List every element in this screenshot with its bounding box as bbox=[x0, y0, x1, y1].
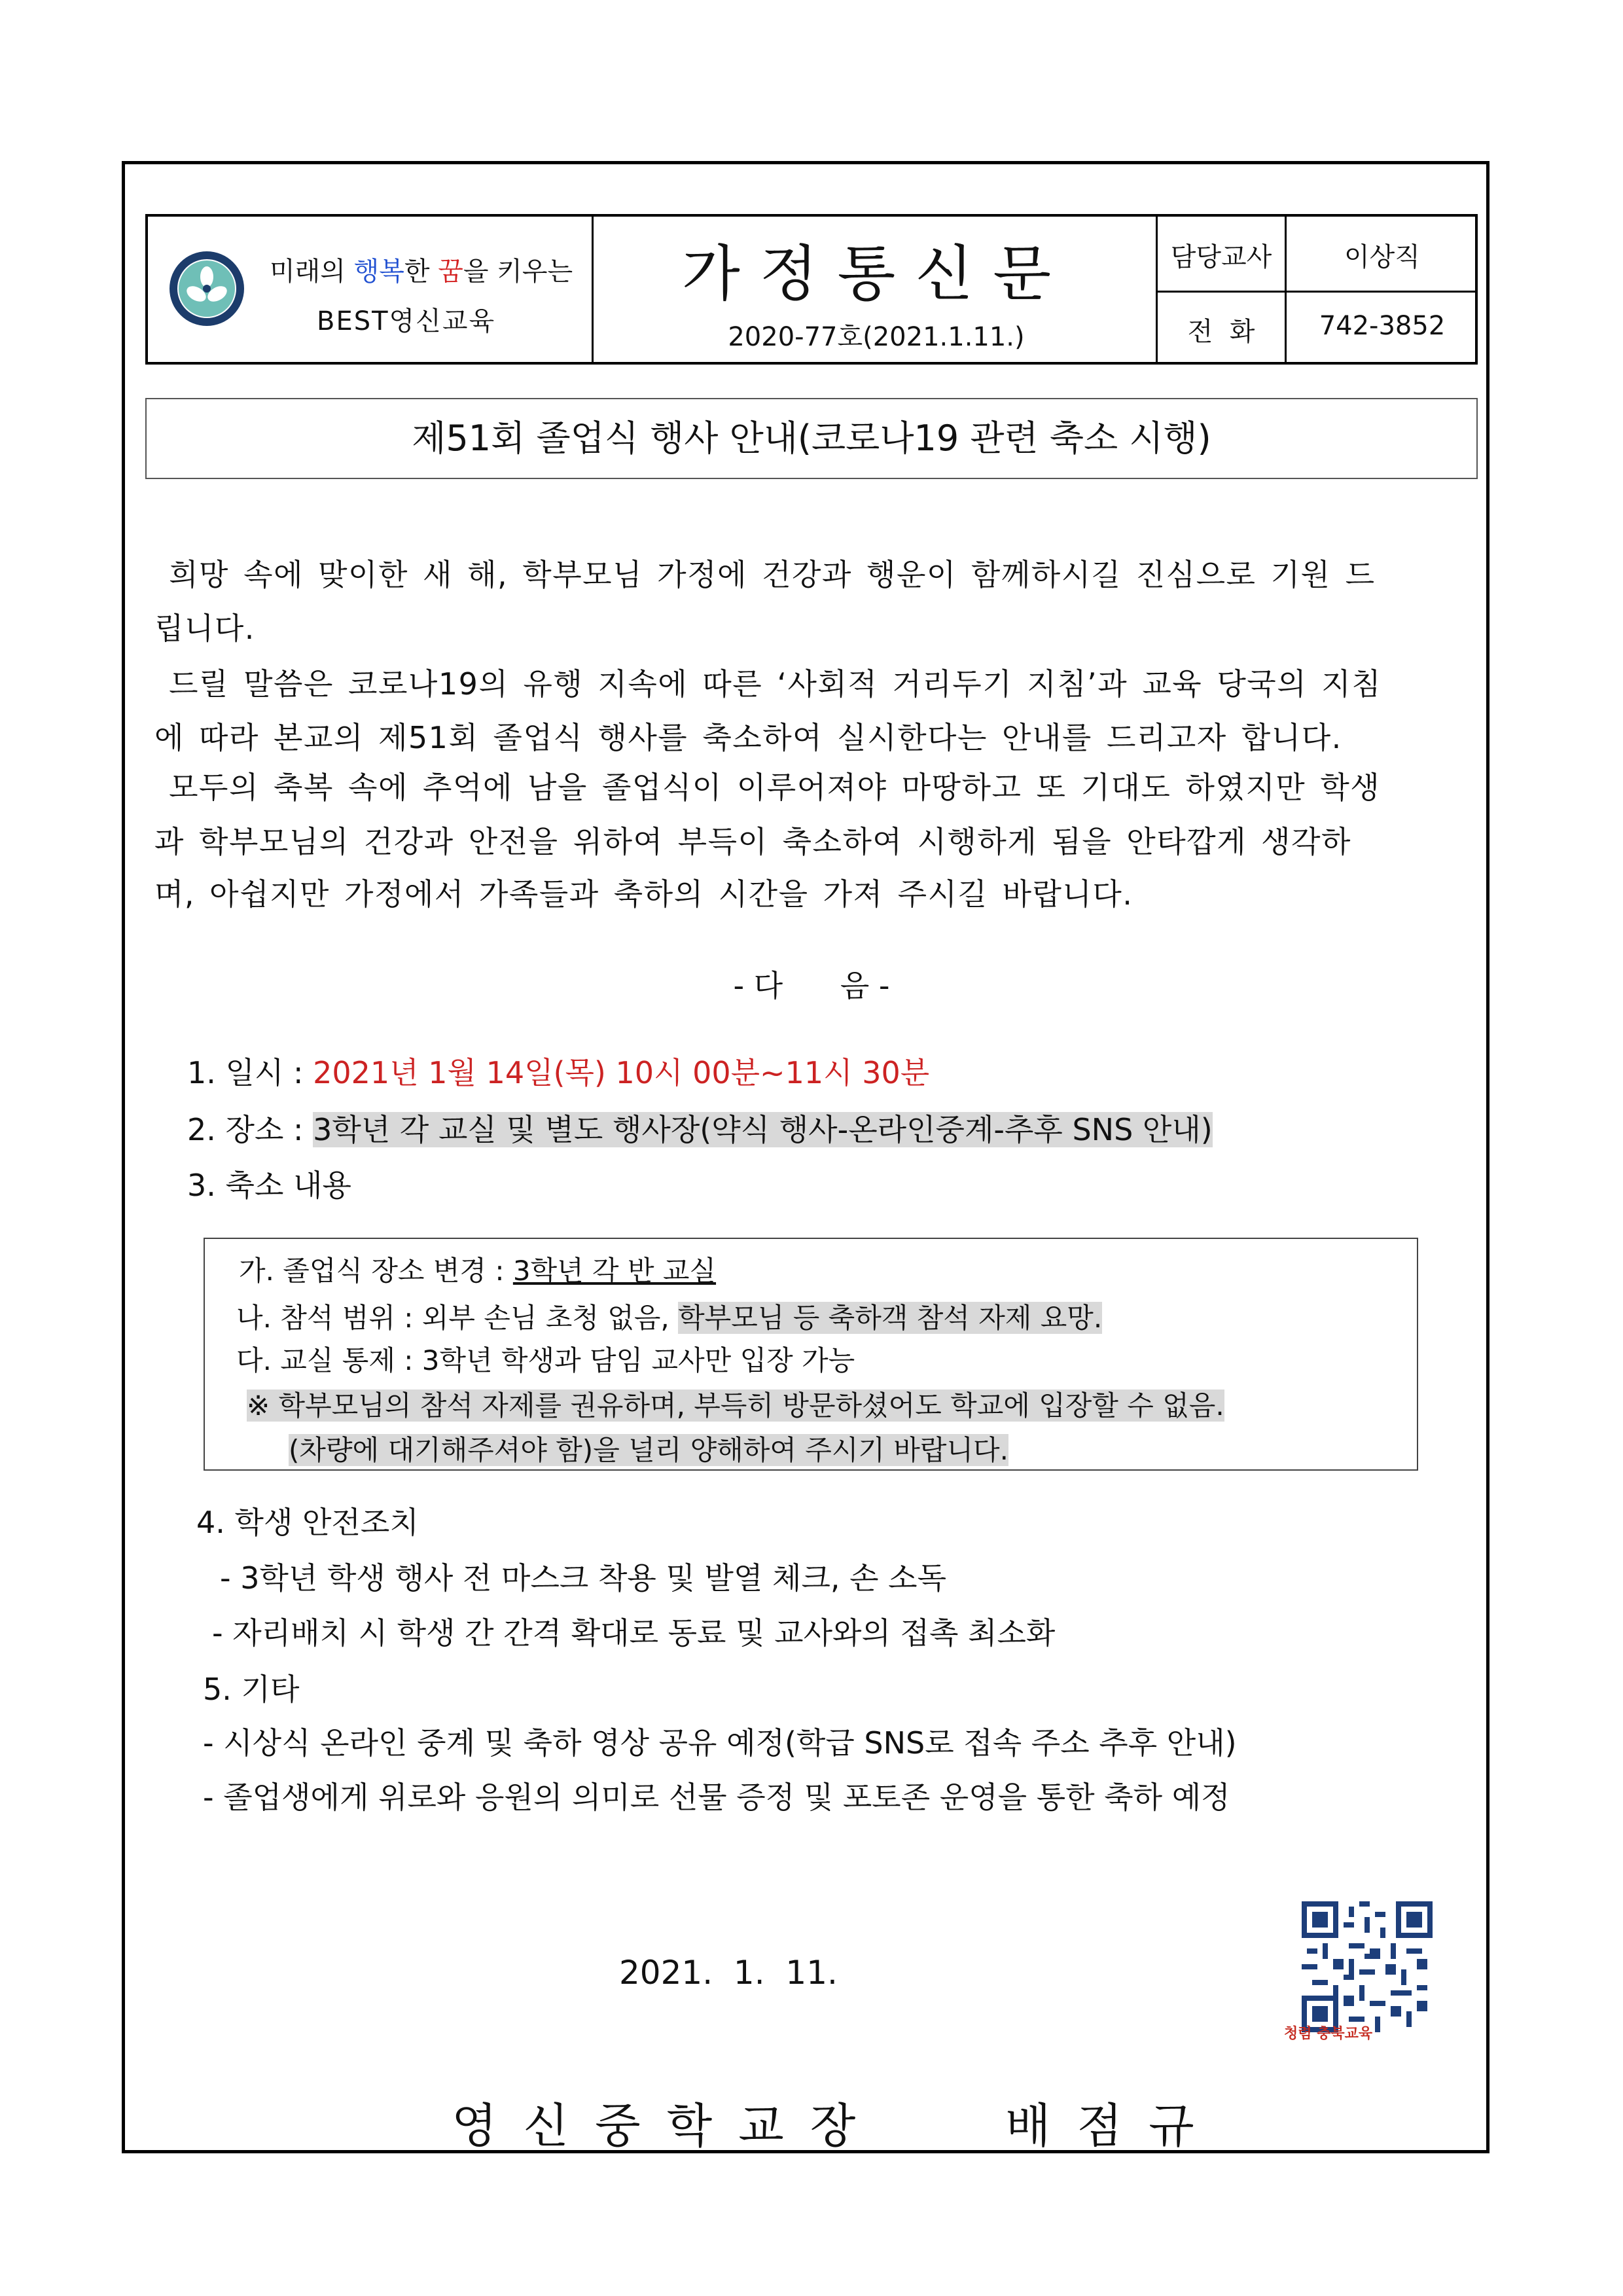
reduction-note1: ※ 학부모님의 참석 자제를 권유하며, 부득히 방문하셨어도 학교에 입장할 수 없음. bbox=[247, 1390, 1224, 1422]
item-reduction: 3. 축소 내용 bbox=[187, 1168, 351, 1203]
etc-line: - 시상식 온라인 중계 및 축하 영상 공유 예정(학급 SNS로 접속 주소 추후 안내) bbox=[203, 1725, 1237, 1761]
document-date: 2021. 1. 11. bbox=[619, 1954, 838, 1992]
teacher-name: 이상직 bbox=[1344, 242, 1420, 272]
slogan-happy: 행복 bbox=[353, 257, 404, 287]
reduction-c: 다. 교실 통제 : 3학년 학생과 담임 교사만 입장 가능 bbox=[236, 1344, 855, 1376]
qr-caption: 청렴 충북교육 bbox=[1284, 2026, 1373, 2042]
teacher-label: 담당교사 bbox=[1170, 242, 1272, 272]
reduction-a: 가. 졸업식 장소 변경 : 3학년 각 반 교실 bbox=[239, 1255, 717, 1287]
event-date: 2021년 1월 14일(목) 10시 00분~11시 30분 bbox=[313, 1055, 930, 1090]
subject-title: 제51회 졸업식 행사 안내(코로나19 관련 축소 시행) bbox=[145, 398, 1478, 479]
safety-title: 4. 학생 안전조치 bbox=[196, 1505, 419, 1540]
etc-line: - 졸업생에게 위로와 응원의 의미로 선물 증정 및 포토존 운영을 통한 축하 예정 bbox=[203, 1780, 1230, 1815]
qr-code-icon bbox=[1302, 1901, 1433, 2032]
phone-label: 전 화 bbox=[1187, 317, 1255, 347]
school-emblem-icon bbox=[168, 249, 246, 328]
phone-number: 742-3852 bbox=[1319, 311, 1446, 341]
reduction-b: 나. 참석 범위 : 외부 손님 초청 없음, 학부모님 등 축하객 참석 자제 요망. bbox=[236, 1302, 1103, 1334]
signature: 영신중학교장 배점규 bbox=[452, 2098, 1221, 2153]
event-place: 3학년 각 교실 및 별도 행사장(약식 행사-온라인중계-추후 SNS 안내) bbox=[313, 1112, 1213, 1147]
safety-line: - 자리배치 시 학생 간 간격 확대로 동료 및 교사와의 접촉 최소화 bbox=[212, 1615, 1056, 1651]
slogan-line1: 미래의 행복한 꿈을 키우는 bbox=[270, 257, 573, 287]
slogan-dream: 꿈 bbox=[438, 257, 463, 287]
intro-line: 과 학부모님의 건강과 안전을 위하여 부득이 축소하여 시행하게 됨을 안타깝게 생각하 bbox=[154, 824, 1351, 859]
following-heading: - 다 음 - bbox=[733, 968, 890, 1003]
intro-line: 립니다. bbox=[154, 611, 255, 646]
safety-line: - 3학년 학생 행사 전 마스크 착용 및 발열 체크, 손 소독 bbox=[220, 1560, 947, 1596]
reduction-note2: (차량에 대기해주셔야 함)을 널리 양해하여 주시기 바랍니다. bbox=[289, 1434, 1008, 1466]
issue-number: 2020-77호(2021.1.11.) bbox=[728, 322, 1025, 352]
page-title: 가정통신문 bbox=[681, 239, 1071, 309]
intro-line: 드릴 말씀은 코로나19의 유행 지속에 따른 ‘사회적 거리두기 지침’과 교육 당국의 지침 bbox=[154, 666, 1382, 702]
intro-line: 에 따라 본교의 제51회 졸업식 행사를 축소하여 실시한다는 안내를 드리고자 합니다. bbox=[154, 720, 1342, 755]
etc-title: 5. 기타 bbox=[203, 1672, 300, 1707]
item-date: 1. 일시 : 2021년 1월 14일(목) 10시 00분~11시 30분 bbox=[187, 1055, 930, 1090]
reduction-box bbox=[204, 1238, 1418, 1471]
intro-line: 모두의 축복 속에 추억에 남을 졸업식이 이루어져야 마땅하고 또 기대도 하였지만 학생 bbox=[154, 770, 1381, 805]
item-place: 2. 장소 : 3학년 각 교실 및 별도 행사장(약식 행사-온라인중계-추후 SNS 안내) bbox=[187, 1112, 1213, 1147]
intro-line: 희망 속에 맞이한 새 해, 학부모님 가정에 건강과 행운이 함께하시길 진심으로 기원 드 bbox=[154, 557, 1376, 592]
intro-line: 며, 아쉽지만 가정에서 가족들과 축하의 시간을 가져 주시길 바랍니다. bbox=[154, 876, 1133, 912]
header-table bbox=[145, 214, 1478, 365]
slogan-line2: BEST영신교육 bbox=[317, 306, 496, 336]
